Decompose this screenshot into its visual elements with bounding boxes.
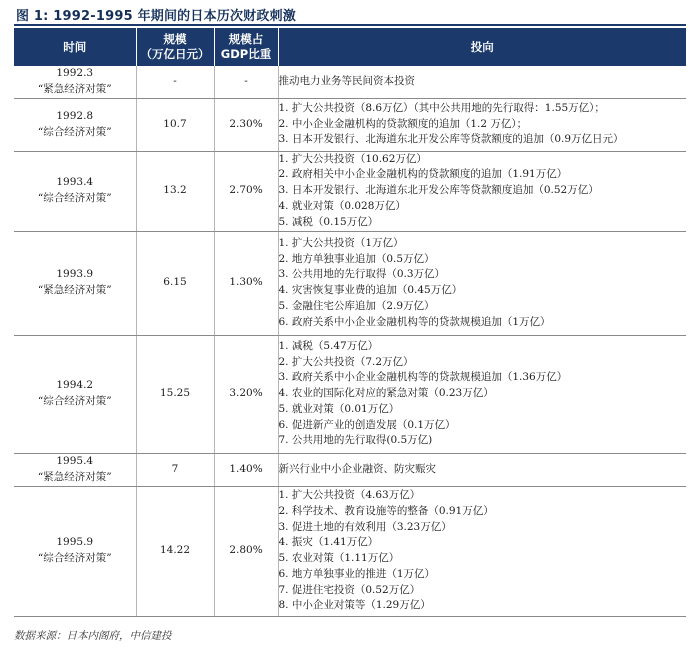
direction-item: 1. 扩大公共投资（8.6万亿）（其中公共用地的先行取得：1.55万亿）； <box>278 101 605 114</box>
header-scale-line1: 规模 <box>163 32 187 46</box>
cell-gdp-ratio: 1.40% <box>214 453 278 486</box>
direction-item: 5. 金融住宅公库追加（2.9万亿） <box>278 299 435 312</box>
direction-item: 7. 促进住宅投资（0.52万亿） <box>278 583 421 596</box>
cell-gdp-ratio: 3.20% <box>214 335 278 453</box>
direction-item: 新兴行业中小企业融资、防灾赈灾 <box>278 462 436 475</box>
direction-item: 3. 政府关系中小企业金融机构等的贷款规模追加（1.36万亿） <box>278 371 568 384</box>
cell-direction <box>278 66 686 98</box>
cell-direction <box>278 151 686 231</box>
policy-name: “综合经济对策” <box>37 192 112 204</box>
policy-date: 1993.9 <box>56 268 94 281</box>
policy-name: “紧急经济对策” <box>37 82 112 95</box>
source-note: 数据来源：日本内阁府，中信建投 <box>14 630 172 642</box>
direction-item: 3. 日本开发银行、北海道东北开发公库等贷款额度的追加（0.9万亿日元） <box>278 133 624 146</box>
direction-item: 4. 农业的国际化对应的紧急对策（0.23万亿） <box>278 387 494 400</box>
direction-item: 6. 促进新产业的创造发展（0.1万亿） <box>278 418 456 431</box>
policy-name: “综合经济对策” <box>37 552 112 564</box>
direction-item: 2. 扩大公共投资（7.2万亿） <box>278 355 414 368</box>
cell-time <box>14 486 136 616</box>
direction-item: 4. 灾害恢复事业费的追加（0.45万亿） <box>278 284 463 296</box>
table-row <box>14 66 686 98</box>
cell-gdp-ratio: 2.70% <box>214 151 278 231</box>
header-direction: 投向 <box>278 28 686 66</box>
cell-time <box>14 98 136 151</box>
stimulus-table <box>14 28 686 617</box>
cell-direction <box>278 486 686 616</box>
header-row <box>14 28 686 66</box>
table-row <box>14 98 686 151</box>
direction-item: 推动电力业务等民间资本投资 <box>278 74 415 87</box>
cell-scale: 7 <box>136 453 214 486</box>
cell-time <box>14 66 136 98</box>
direction-item: 1. 减税（5.47万亿） <box>278 339 379 352</box>
direction-item: 2. 地方单独事业追加（0.5万亿） <box>278 252 435 265</box>
cell-scale: 10.7 <box>136 98 214 151</box>
policy-date: 1992.3 <box>56 67 94 79</box>
direction-item: 2. 中小企业金融机构的贷款额度的追加（1.2 万亿）； <box>278 117 528 130</box>
direction-item: 1. 扩大公共投资（4.63万亿） <box>278 489 421 501</box>
direction-item: 4. 振灾（1.41万亿） <box>278 536 379 549</box>
direction-item: 6. 政府关系中小企业金融机构等的贷款规模追加（1万亿） <box>278 315 551 328</box>
cell-gdp-ratio: 2.80% <box>214 486 278 616</box>
table-row <box>14 453 686 486</box>
cell-gdp-ratio: - <box>214 66 278 98</box>
cell-time <box>14 335 136 453</box>
table-row <box>14 231 686 335</box>
policy-name: “综合经济对策” <box>37 395 112 407</box>
figure-title: 图 1: 1992-1995 年期间的日本历次财政刺激 <box>16 9 296 24</box>
cell-direction <box>278 98 686 151</box>
direction-item: 5. 就业对策（0.01万亿） <box>278 402 400 415</box>
policy-date: 1995.4 <box>56 454 94 467</box>
header-scale <box>136 28 214 66</box>
cell-scale: 13.2 <box>136 151 214 231</box>
cell-time <box>14 231 136 335</box>
direction-item: 5. 减税（0.15万亿） <box>278 215 379 228</box>
header-scale-line2: （万亿日元） <box>140 47 210 61</box>
direction-item: 3. 公共用地的先行取得（0.3万亿） <box>278 268 446 281</box>
header-ratio-line1: 规模占 <box>228 32 264 46</box>
policy-date: 1994.2 <box>56 379 94 392</box>
cell-scale: 6.15 <box>136 231 214 335</box>
direction-item: 6. 地方单独事业的推进（1万亿） <box>278 567 436 580</box>
title-divider <box>14 24 686 26</box>
cell-scale: 15.25 <box>136 335 214 453</box>
policy-name: “紧急经济对策” <box>37 470 112 483</box>
policy-date: 1993.4 <box>56 176 94 189</box>
policy-name: “综合经济对策” <box>37 125 112 138</box>
cell-time <box>14 453 136 486</box>
direction-item: 1. 扩大公共投资（1万亿） <box>278 236 404 249</box>
direction-item: 7. 公共用地的先行取得(0.5万亿) <box>278 434 433 447</box>
direction-item: 8. 中小企业对策等（1.29万亿） <box>278 599 431 612</box>
direction-item: 3. 促进土地的有效利用（3.23万亿） <box>278 520 452 533</box>
direction-item: 5. 农业对策（1.11万亿） <box>278 552 400 564</box>
cell-scale: 14.22 <box>136 486 214 616</box>
direction-item: 4. 就业对策（0.028万亿） <box>278 199 406 212</box>
header-time: 时间 <box>14 28 136 66</box>
cell-scale: - <box>136 66 214 98</box>
policy-date: 1995.9 <box>56 536 94 549</box>
direction-item: 2. 政府相关中小企业金融机构的贷款额度的追加（1.91万亿） <box>278 168 568 181</box>
policy-name: “紧急经济对策” <box>37 284 112 296</box>
table-row <box>14 335 686 453</box>
header-ratio <box>214 28 278 66</box>
policy-date: 1992.8 <box>56 109 94 122</box>
cell-time <box>14 151 136 231</box>
cell-direction <box>278 231 686 335</box>
direction-item: 1. 扩大公共投资（10.62万亿） <box>278 152 427 165</box>
header-ratio-line2: GDP比重 <box>220 47 272 61</box>
table-row <box>14 151 686 231</box>
cell-gdp-ratio: 2.30% <box>214 98 278 151</box>
cell-direction <box>278 335 686 453</box>
cell-direction <box>278 453 686 486</box>
table-row <box>14 486 686 616</box>
direction-item: 3. 日本开发银行、北海道东北开发公库等贷款额度追加（0.52万亿） <box>278 184 599 197</box>
direction-item: 2. 科学技术、教育设施等的整备（0.91万亿） <box>278 504 494 517</box>
cell-gdp-ratio: 1.30% <box>214 231 278 335</box>
